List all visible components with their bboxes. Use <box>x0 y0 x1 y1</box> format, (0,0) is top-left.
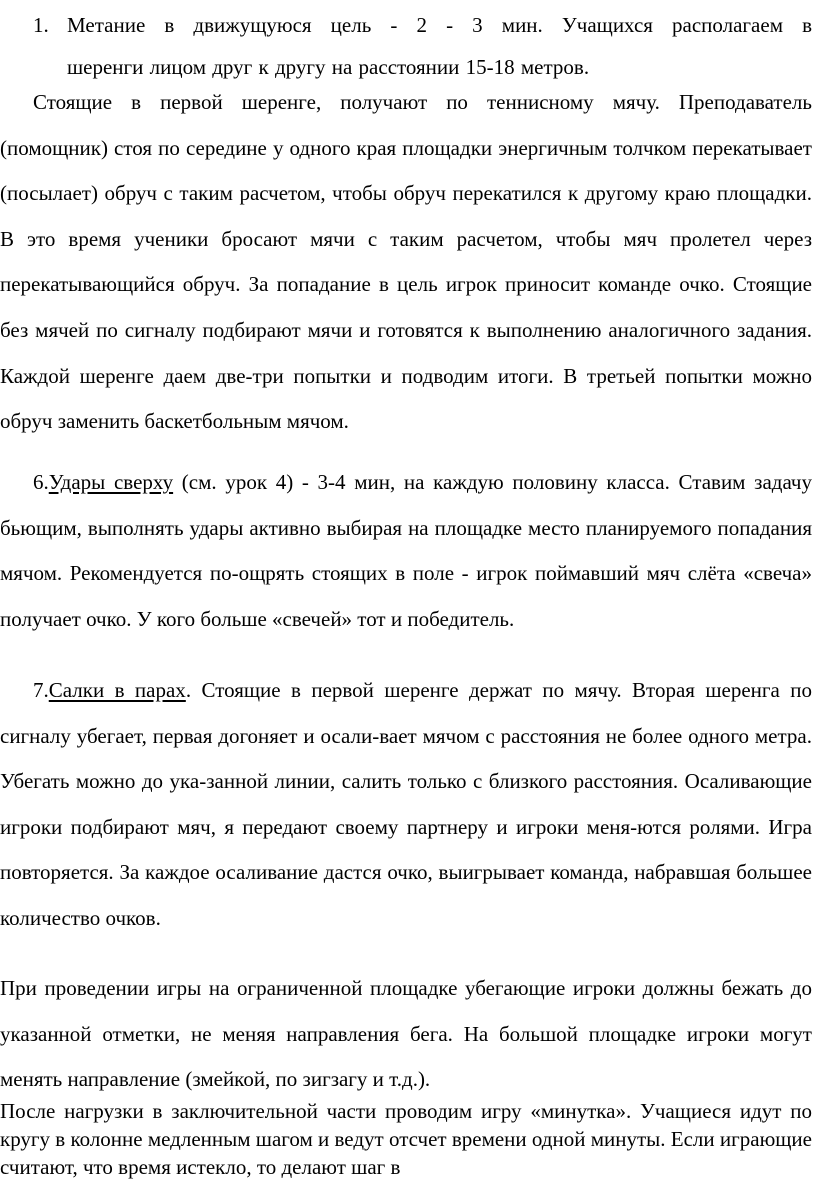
list-item-7 <box>0 668 812 942</box>
list-item-7-number: 7. <box>33 678 49 702</box>
paragraph-minute-game: После нагрузки в заключительной части проводим игру «минутка». Учащиеся идут по кругу в колонне медленным шагом и ведут отсчет времени одной минуты. Если играющие считают, что время истекло, то делают шаг в <box>0 1099 812 1179</box>
list-item-1-line-1: Метание в движущуюся цель - 2 - 3 мин. Учащихся располагаем в <box>67 13 812 37</box>
paragraph-tennis-ball-hoop: Стоящие в первой шеренге, получают по теннисному мячу. Преподаватель (помощник) стоя по середине у одного края площадки энергичным толчком перекатывает (посылает) обруч с таким расчетом, чтобы обруч перекатился к другому краю площадки. В это время ученики бросают мячи с таким расчетом, чтобы мяч пролетел через перекатывающийся обруч. За попадание в цель игрок приносит команде очко. Стоящие без мячей по сигналу подбирают мячи и готовятся к выполнению аналогичного задания. Каждой шеренге даем две-три попытки и подводим итоги. В третьей попытки можно обруч заменить баскетбольным мячом. <box>0 90 812 434</box>
list-item-1-number: 1. <box>33 13 49 37</box>
list-item-1-line-2: шеренги лицом друг к другу на расстоянии 15-18 метров. <box>67 55 590 79</box>
list-item-1 <box>0 4 812 88</box>
list-item-6-title: Удары сверху <box>48 470 174 494</box>
list-item-6 <box>0 460 812 642</box>
list-item-6-text: (см. урок 4) - 3-4 мин, на каждую половину класса. Ставим задачу бьющим, выполнять удары активно выбирая на площадке место планируемого попадания мячом. Рекомендуется по-ощрять стоящих в поле - игрок поймавший мяч слёта «свеча» получает очко. У кого больше «свечей» тот и победитель. <box>0 470 812 631</box>
paragraph-limited-area: При проведении игры на ограниченной площадке убегающие игроки должны бежать до указанной отметки, не меняя направления бега. На большой площадке игроки могут менять направление (змейкой, по зигзагу и т.д.). <box>0 976 812 1092</box>
list-item-7-title: Салки в парах <box>48 678 186 702</box>
list-item-7-text: . Стоящие в первой шеренге держат по мячу. Вторая шеренга по сигналу убегает, первая догоняет и осали-вает мячом с расстояния не более одного метра. Убегать можно до ука-занной линии, салить только с близкого расстояния. Осаливающие игроки подбирают мяч, я передают своему партнеру и игроки меня-ются ролями. Игра повторяется. За каждое осаливание дастся очко, выигрывает команда, набравшая большее количество очков. <box>0 678 812 930</box>
list-item-6-number: 6. <box>33 470 49 494</box>
